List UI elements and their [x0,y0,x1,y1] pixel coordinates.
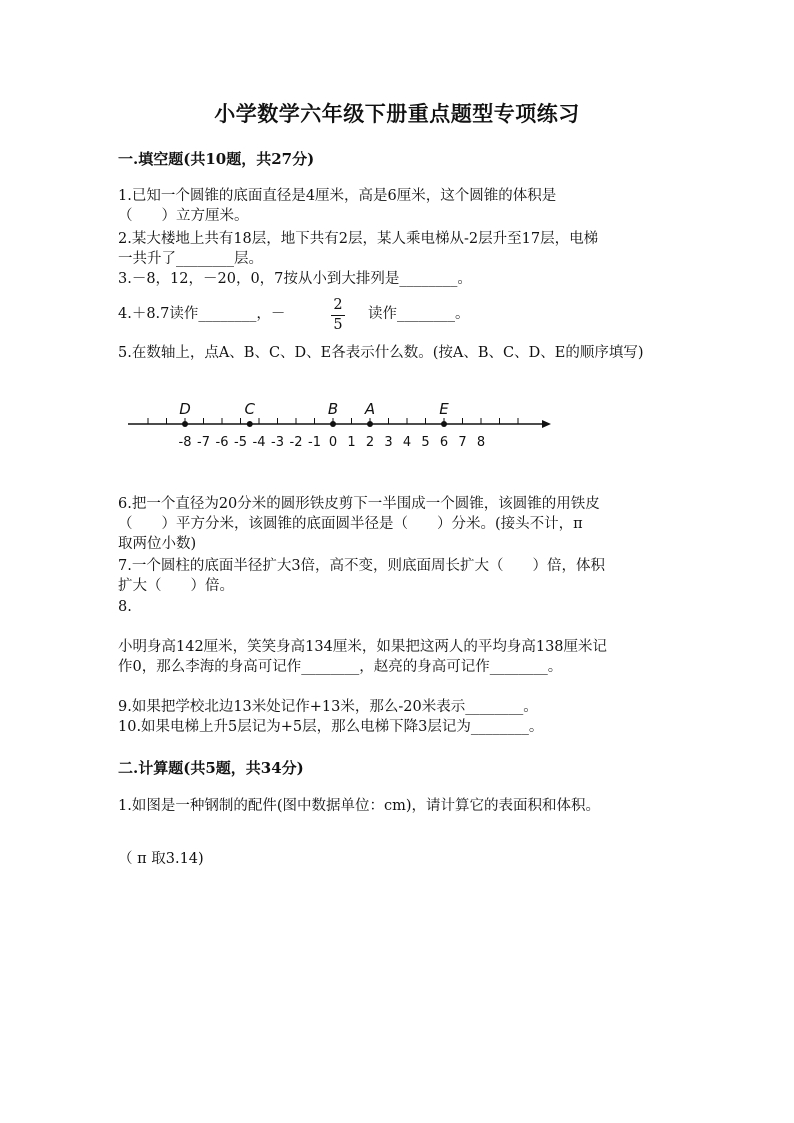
q2-line-2: 一共升了________层。 [118,251,263,267]
number-line-tick-label: 3 [384,435,393,450]
point-B [330,421,336,427]
q1-line-1: 1.已知一个圆锥的底面直径是4厘米，高是6厘米，这个圆锥的体积是 [118,188,557,204]
q10-text: 10.如果电梯上升5层记为+5层，那么电梯下降3层记为________。 [118,719,544,735]
point-label-A: A [364,400,376,418]
calc-q1-text: 1.如图是一种钢制的配件(图中数据单位：cm)，请计算它的表面积和体积。 [118,798,601,814]
number-line-tick-label: -4 [252,435,266,450]
q6-line-1: 6.把一个直径为20分米的圆形铁皮剪下一半围成一个圆锥，该圆锥的用铁皮 [118,496,600,512]
q5-text: 5.在数轴上，点A、B、C、D、E各表示什么数。(按A、B、C、D、E的顺序填写) [118,345,644,361]
number-line-tick-label: -7 [197,435,210,450]
number-line-tick-label: 0 [328,435,338,450]
point-label-C: C [244,400,255,418]
page-title: 小学数学六年级下册重点题型专项练习 [214,101,580,126]
q6-line-3: 取两位小数) [118,536,197,552]
number-line-tick-label: 2 [365,435,375,450]
number-line-tick-label: 6 [439,435,449,450]
point-E [441,421,447,427]
q2-line-1: 2.某大楼地上共有18层，地下共有2层，某人乘电梯从-2层升至17层，电梯 [118,231,599,247]
number-line-tick-label: -2 [289,435,303,450]
q4-suffix: 读作________。 [368,306,470,322]
number-line-tick-label: -6 [215,435,229,450]
q7-line-1: 7.一个圆柱的底面半径扩大3倍，高不变，则底面周长扩大（ ）倍，体积 [118,558,606,574]
q1-line-2: （ ）立方厘米。 [118,208,249,224]
fraction-denominator: 5 [333,317,343,333]
number-line-tick-label: -1 [308,435,321,450]
number-line-tick-label: -5 [234,435,247,450]
calc-pi-note: （ π 取3.14) [118,851,204,867]
q8-line-1: 小明身高142厘米，笑笑身高134厘米，如果把这两人的平均身高138厘米记 [118,639,608,655]
q8-number: 8. [118,599,132,615]
section-1-heading: 一.填空题(共10题，共27分) [118,150,315,168]
q8-line-2: 作0，那么李海的身高可记作________，赵亮的身高可记作________。 [118,659,563,675]
fraction-bar [331,315,345,316]
q6-line-2: （ ）平方分米，该圆锥的底面圆半径是（ ）分米。(接头不计，π [118,516,583,532]
point-label-D: D [179,400,191,418]
point-label-B: B [327,400,339,418]
fraction-numerator: 2 [333,297,343,313]
point-label-E: E [439,400,449,418]
point-A [367,421,373,427]
q3-text: 3.－8，12，－20，0，7按从小到大排列是________。 [118,271,472,287]
number-line-tick-label: 8 [476,435,486,450]
number-line-arrow [542,420,551,428]
number-line-tick-label: 5 [421,435,430,450]
number-line-tick-label: 4 [402,435,412,450]
q4-prefix: 4.＋8.7读作________，－ [118,306,286,322]
number-line-tick-label: -3 [271,435,284,450]
section-2-heading: 二.计算题(共5题，共34分) [118,759,304,777]
number-line-tick-label: 7 [458,435,467,450]
q9-text: 9.如果把学校北边13米处记作+13米，那么-20米表示________。 [118,699,538,715]
q7-line-2: 扩大（ ）倍。 [118,578,234,594]
number-line-tick-label: -8 [178,435,192,450]
number-line-tick-label: 1 [347,435,356,450]
point-C [247,421,253,427]
number-line [0,385,794,465]
point-D [182,421,188,427]
